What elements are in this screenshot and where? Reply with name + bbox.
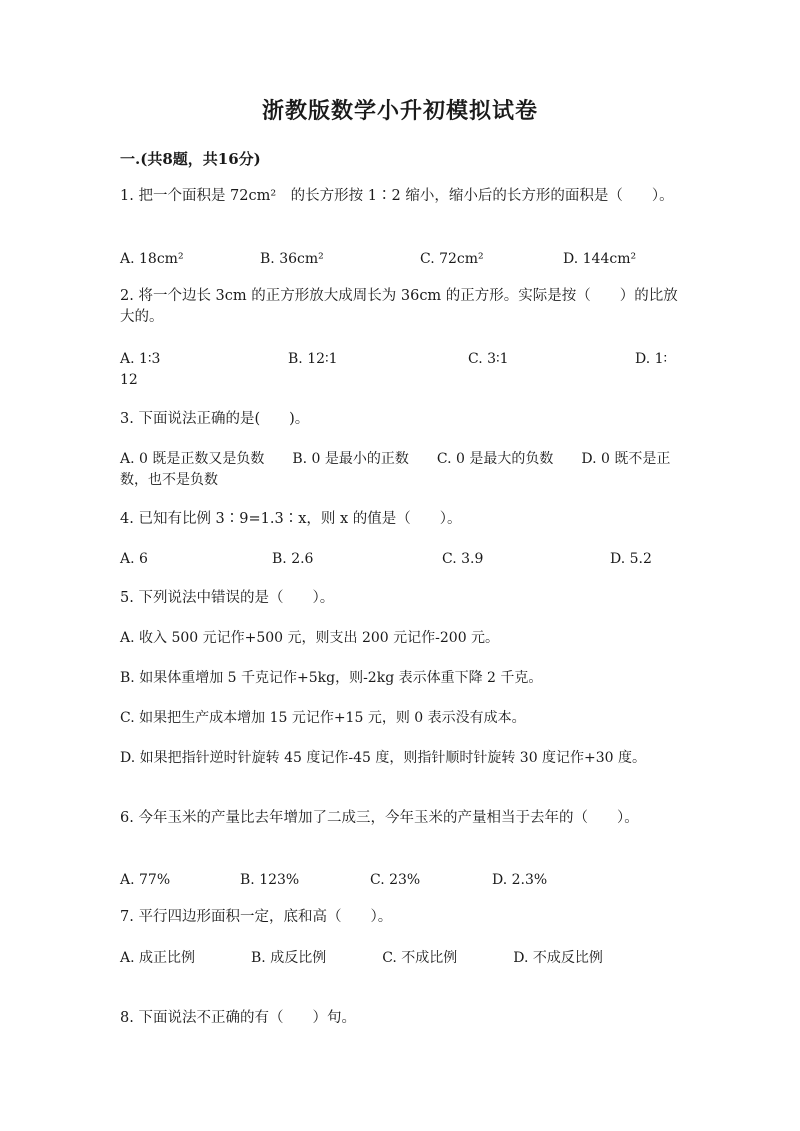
question-2-option-d-continued: 12: [120, 372, 138, 388]
question-4-option-d: D. 5.2: [610, 551, 652, 567]
question-6-option-d: D. 2.3%: [492, 872, 548, 888]
question-6-option-a: A. 77%: [120, 872, 171, 888]
page-title: 浙教版数学小升初模拟试卷: [261, 98, 538, 124]
question-5-option-d: D. 如果把指针逆时针旋转 45 度记作-45 度，则指针顺时针旋转 30 度记作+30 度。: [120, 750, 647, 766]
question-1-option-d: D. 144cm²: [563, 251, 637, 267]
question-8-stem: 8. 下面说法不正确的有（ ）句。: [120, 1010, 356, 1026]
question-1-option-a: A. 18cm²: [120, 251, 184, 267]
question-7-options-text: A. 成正比例 B. 成反比例 C. 不成比例 D. 不成反比例: [120, 950, 603, 966]
question-5-option-b: B. 如果体重增加 5 千克记作+5kg，则-2kg 表示体重下降 2 千克。: [120, 670, 543, 686]
question-2-options: [120, 349, 685, 391]
question-2-option-c: C. 3∶1: [468, 351, 509, 367]
question-5-option-a: A. 收入 500 元记作+500 元，则支出 200 元记作-200 元。: [120, 630, 500, 646]
question-6-option-b: B. 123%: [240, 872, 300, 888]
question-5-option-c: C. 如果把生产成本增加 15 元记作+15 元，则 0 表示没有成本。: [120, 710, 526, 726]
question-3-options-text: A. 0 既是正数又是负数 B. 0 是最小的正数 C. 0 是最大的负数 D. 0 既不是正数，也不是负数: [120, 451, 671, 488]
question-1-option-b: B. 36cm²: [260, 251, 324, 267]
question-5-stem: 5. 下列说法中错误的是（ ）。: [120, 590, 335, 606]
section-heading: 一.(共8题，共16分): [120, 150, 261, 168]
question-2-option-d: D. 1∶: [635, 351, 668, 367]
question-7-stem: 7. 平行四边形面积一定，底和高（ ）。: [120, 909, 393, 925]
question-4-option-a: A. 6: [120, 551, 148, 567]
question-1-options: [120, 249, 685, 291]
question-4-options: [120, 549, 685, 591]
question-4-option-c: C. 3.9: [442, 551, 484, 567]
question-2-stem: 2. 将一个边长 3cm 的正方形放大成周长为 36cm 的正方形。实际是按（ ）的比放大的。: [120, 288, 678, 325]
question-4-option-b: B. 2.6: [272, 551, 314, 567]
question-2-option-b: B. 12∶1: [288, 351, 338, 367]
question-7-options: [120, 948, 685, 990]
question-1-stem: 1. 把一个面积是 72cm² 的长方形按 1∶2 缩小，缩小后的长方形的面积是（ ）。: [120, 188, 674, 204]
question-6-option-c: C. 23%: [370, 872, 421, 888]
question-2-option-a: A. 1∶3: [120, 351, 161, 367]
question-4-stem: 4. 已知有比例 3∶9=1.3∶x，则 x 的值是（ ）。: [120, 511, 462, 527]
question-6-stem: 6. 今年玉米的产量比去年增加了二成三，今年玉米的产量相当于去年的（ ）。: [120, 810, 639, 826]
question-1-option-c: C. 72cm²: [420, 251, 484, 267]
question-6-options: [120, 870, 685, 912]
question-3-stem: 3. 下面说法正确的是( )。: [120, 411, 310, 427]
question-3-options: [120, 449, 685, 491]
